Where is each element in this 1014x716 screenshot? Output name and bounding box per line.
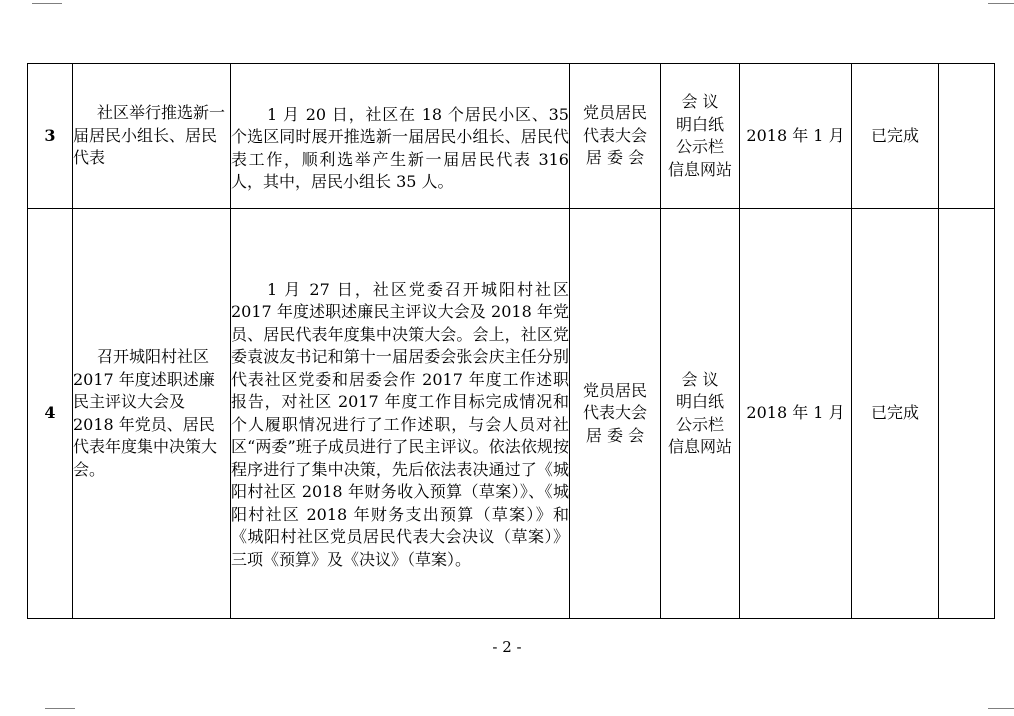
organizer-line: 代表大会: [582, 403, 647, 423]
organizer-line: 代表大会: [582, 125, 647, 145]
page-number: - 2 -: [492, 638, 522, 656]
method-line: 明白纸: [675, 392, 724, 411]
content-text: 1 月 27 日，社区党委召开城阳村社区 2017 年度述职述廉民主评议大会及 2018 年党员、居民代表年度集中决策大会。会上，社区党委袁波友书记和第十一届居委会张会庆主任分别代表社区党委和居委会作 2017 年度工作述职报告，对社区 2017 年度工作目标完成情况和个人履职情况进行了工作述职，与会人员对社区“两委”班子成员进行了民主评议。依法依规按程序进行了集中决策，先后依法表决通过了《城阳村社区 2018 年财务收入预算（草案）》、《城阳村社区 2018 年财务支出预算（草案）》和《城阳村社区党员居民代表大会决议（草案）》三项《预算》及《决议》（草案）。: [231, 279, 569, 569]
method-line: 公示栏: [675, 414, 724, 434]
item-text: 召开城阳村社区 2017 年度述职述廉民主评议大会及 2018 年党员、居民代表年度集中决策大会。: [73, 347, 218, 479]
date-cell: 2018 年 1 月: [740, 64, 852, 209]
method-line: 会 议: [681, 369, 719, 389]
item-cell: [73, 209, 231, 619]
organizer-line: 党员居民: [582, 103, 647, 123]
item-cell: [73, 64, 231, 209]
method-line: 明白纸: [675, 114, 724, 134]
row-number: 3: [28, 64, 73, 209]
item-text: 社区举行推选新一届居民小组长、居民代表: [73, 103, 226, 168]
table-row: [28, 209, 995, 619]
crop-mark-top-left: [32, 3, 62, 4]
content-cell: [231, 209, 570, 619]
publicity-method-cell: [661, 64, 740, 209]
organizer-line: 党员居民: [582, 380, 647, 400]
crop-mark-top-right: [988, 3, 1014, 4]
table-row: [28, 64, 995, 209]
note-cell: [939, 209, 995, 619]
method-line: 信息网站: [667, 159, 732, 179]
organizer-line: 居 委 会: [585, 425, 645, 445]
status-cell: 已完成: [852, 64, 939, 209]
method-line: 公示栏: [675, 137, 724, 156]
date-cell: 2018 年 1 月: [740, 209, 852, 619]
row-number: 4: [28, 209, 73, 619]
organizer-cell: [570, 64, 661, 209]
crop-mark-bottom-left: [45, 708, 75, 709]
work-record-table: [27, 63, 995, 619]
status-cell: 已完成: [852, 209, 939, 619]
organizer-cell: [570, 209, 661, 619]
publicity-method-cell: [661, 209, 740, 619]
organizer-line: 居 委 会: [585, 148, 645, 168]
content-cell: [231, 64, 570, 209]
method-line: 信息网站: [667, 437, 732, 456]
crop-mark-bottom-right: [988, 708, 1014, 709]
note-cell: [939, 64, 995, 209]
content-text: 1 月 20 日，社区在 18 个居民小区、35 个选区同时展开推选新一届居民小组长、居民代表工作，顺利选举产生新一届居民代表 316 人，其中，居民小组长 35 人。: [231, 104, 569, 191]
method-line: 会 议: [681, 92, 719, 111]
